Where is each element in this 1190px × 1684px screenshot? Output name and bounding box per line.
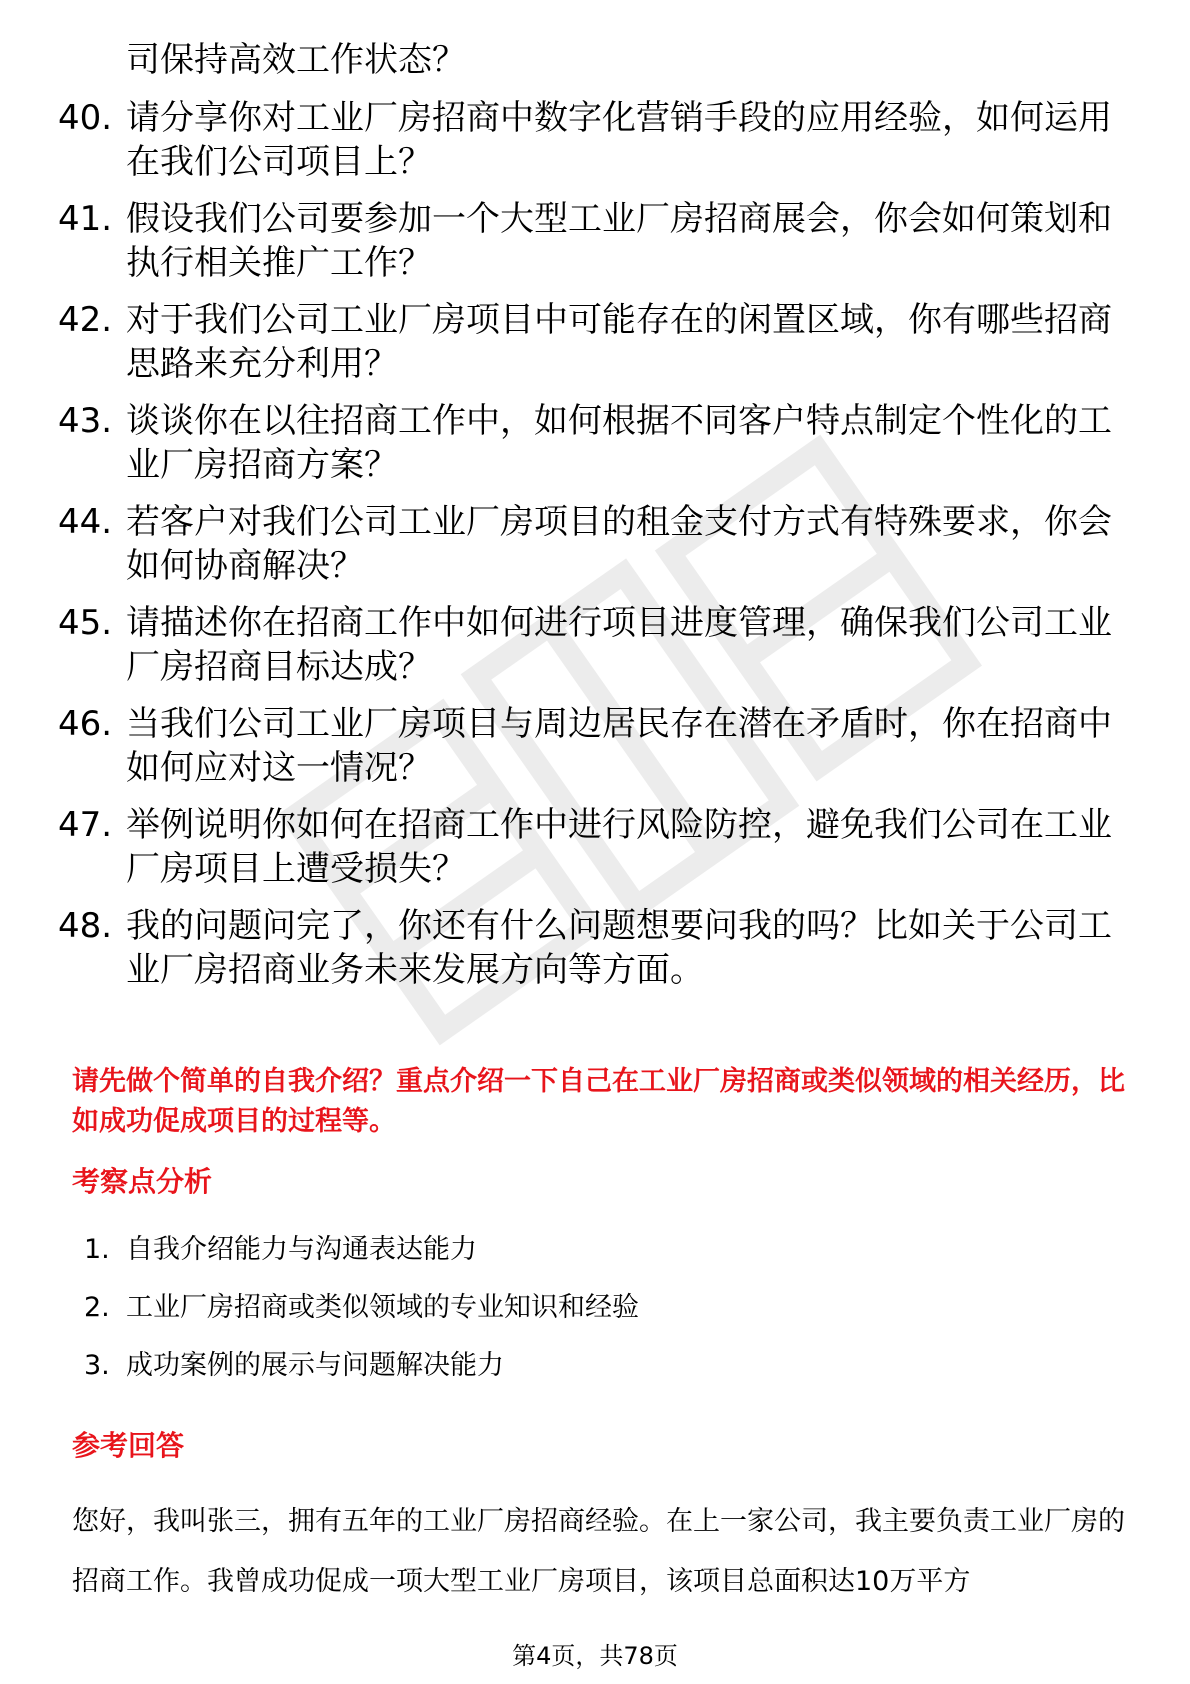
question-number: 48. bbox=[58, 906, 113, 946]
point-number: 3. bbox=[84, 1350, 110, 1381]
question-text: 谈谈你在以往招商工作中，如何根据不同客户特点制定个性化的工业厂房招商方案？ bbox=[126, 401, 1112, 485]
question-text: 对于我们公司工业厂房项目中可能存在的闲置区域，你有哪些招商思路来充分利用？ bbox=[126, 300, 1112, 384]
list-item bbox=[58, 601, 1138, 689]
point-number: 2. bbox=[84, 1292, 110, 1323]
point-text: 成功案例的展示与问题解决能力 bbox=[126, 1350, 504, 1381]
question-text: 请描述你在招商工作中如何进行项目进度管理，确保我们公司工业厂房招商目标达成？ bbox=[126, 603, 1112, 687]
question-number: 42. bbox=[58, 300, 113, 340]
list-item bbox=[58, 904, 1138, 992]
question-text: 若客户对我们公司工业厂房项目的租金支付方式有特殊要求，你会如何协商解决？ bbox=[126, 502, 1112, 586]
list-item bbox=[84, 1346, 639, 1386]
question-number: 44. bbox=[58, 502, 113, 542]
point-number: 1. bbox=[84, 1234, 110, 1265]
question-number: 47. bbox=[58, 805, 113, 845]
question-list bbox=[58, 38, 1138, 1005]
question-text: 司保持高效工作状态？ bbox=[126, 40, 466, 80]
point-text: 工业厂房招商或类似领域的专业知识和经验 bbox=[126, 1292, 639, 1323]
question-number: 43. bbox=[58, 401, 113, 441]
question-number: 45. bbox=[58, 603, 113, 643]
list-item bbox=[58, 500, 1138, 588]
question-text: 请分享你对工业厂房招商中数字化营销手段的应用经验，如何运用在我们公司项目上？ bbox=[126, 98, 1112, 182]
point-text: 自我介绍能力与沟通表达能力 bbox=[126, 1234, 477, 1265]
reference-heading: 参考回答 bbox=[72, 1429, 185, 1462]
question-text: 当我们公司工业厂房项目与周边居民存在潜在矛盾时，你在招商中如何应对这一情况？ bbox=[126, 704, 1112, 788]
list-item bbox=[58, 702, 1138, 790]
question-number: 40. bbox=[58, 98, 113, 138]
list-item bbox=[58, 197, 1138, 285]
page-number: 第4页，共78页 bbox=[512, 1642, 678, 1670]
list-item bbox=[58, 298, 1138, 386]
list-item bbox=[58, 399, 1138, 487]
list-item bbox=[58, 38, 1138, 82]
question-number: 41. bbox=[58, 199, 113, 239]
list-item bbox=[58, 803, 1138, 891]
featured-question: 请先做个简单的自我介绍？重点介绍一下自己在工业厂房招商或类似领域的相关经历，比如成功促成项目的过程等。 bbox=[72, 1066, 1125, 1137]
analysis-points bbox=[84, 1230, 639, 1404]
question-text: 我的问题问完了，你还有什么问题想要问我的吗？比如关于公司工业厂房招商业务未来发展方向等方面。 bbox=[126, 906, 1112, 990]
question-text: 举例说明你如何在招商工作中进行风险防控，避免我们公司在工业厂房项目上遭受损失？ bbox=[126, 805, 1112, 889]
analysis-heading: 考察点分析 bbox=[72, 1165, 213, 1198]
question-number: 46. bbox=[58, 704, 113, 744]
list-item bbox=[84, 1230, 639, 1270]
reference-answer: 您好，我叫张三，拥有五年的工业厂房招商经验。在上一家公司，我主要负责工业厂房的招商工作。我曾成功促成一项大型工业厂房项目，该项目总面积达10万平方 bbox=[72, 1506, 1125, 1597]
question-text: 假设我们公司要参加一个大型工业厂房招商展会，你会如何策划和执行相关推广工作？ bbox=[126, 199, 1112, 283]
list-item bbox=[84, 1288, 639, 1328]
list-item bbox=[58, 96, 1138, 184]
